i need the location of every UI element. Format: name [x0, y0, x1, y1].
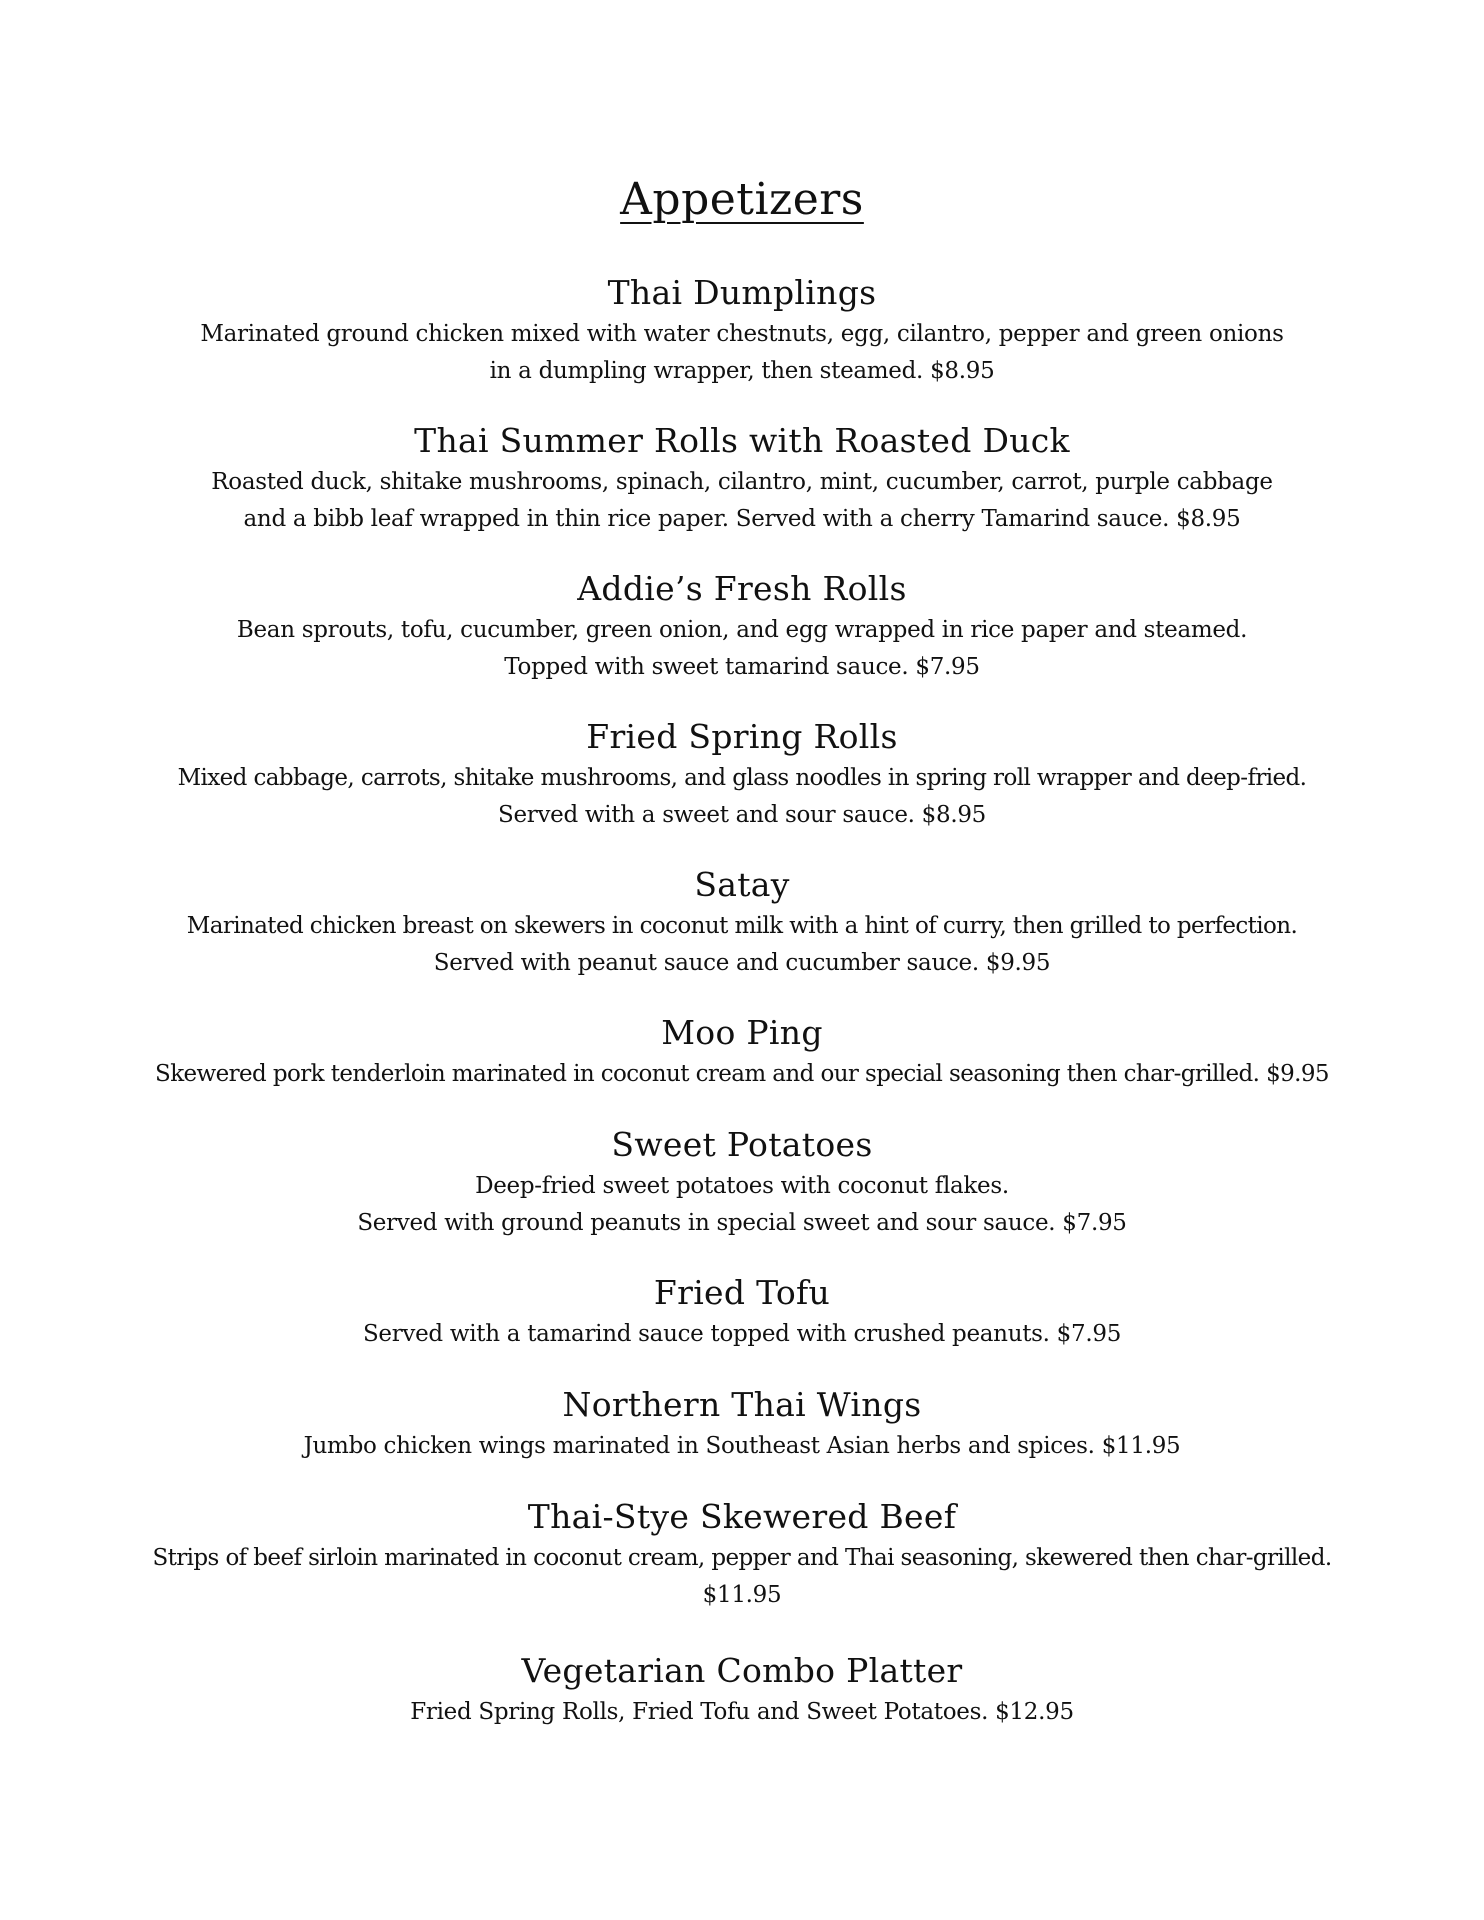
item-description-line: Marinated ground chicken mixed with water chestnuts, egg, cilantro, pepper and green onions [200, 321, 1284, 347]
menu-item-moo-ping [120, 1010, 1364, 1093]
item-description-line: Fried Spring Rolls, Fried Tofu and Sweet Potatoes. $12.95 [410, 1699, 1074, 1725]
item-description-line: and a bibb leaf wrapped in thin rice paper. Served with a cherry Tamarind sauce. $8.95 [243, 506, 1241, 532]
menu-item-northern-thai-wings [120, 1382, 1364, 1465]
item-description-line: Topped with sweet tamarind sauce. $7.95 [504, 654, 980, 680]
item-name: Thai Dumplings [607, 273, 877, 312]
item-description-line: Served with a tamarind sauce topped with crushed peanuts. $7.95 [362, 1321, 1122, 1347]
item-name: Moo Ping [661, 1013, 823, 1052]
item-name: Addie’s Fresh Rolls [577, 569, 907, 608]
menu-item-thai-dumplings [120, 270, 1364, 390]
item-description-line: Marinated chicken breast on skewers in coconut milk with a hint of curry, then grilled to perfection. [186, 913, 1298, 939]
item-description-line: $11.95 [702, 1582, 782, 1608]
item-description-line: Served with peanut sauce and cucumber sauce. $9.95 [433, 950, 1051, 976]
item-description-line: Jumbo chicken wings marinated in Southeast Asian herbs and spices. $11.95 [303, 1433, 1181, 1459]
section-title-text: Appetizers [620, 174, 864, 225]
menu-item-thai-summer-rolls [120, 418, 1364, 538]
menu-item-addies-fresh-rolls [120, 566, 1364, 686]
item-description-line: in a dumpling wrapper, then steamed. $8.95 [489, 358, 995, 384]
item-name: Vegetarian Combo Platter [521, 1651, 963, 1690]
menu-item-fried-spring-rolls [120, 714, 1364, 834]
menu-item-vegetarian-combo-platter [120, 1648, 1364, 1731]
item-name: Fried Tofu [653, 1273, 831, 1312]
item-description-line: Served with a sweet and sour sauce. $8.95 [497, 802, 987, 828]
menu-item-fried-tofu [120, 1270, 1364, 1353]
item-name: Sweet Potatoes [611, 1125, 873, 1164]
item-description-line: Skewered pork tenderloin marinated in coconut cream and our special seasoning then char-grilled. $9.95 [155, 1061, 1329, 1087]
menu-item-sweet-potatoes [120, 1122, 1364, 1242]
item-description-line: Bean sprouts, tofu, cucumber, green onion, and egg wrapped in rice paper and steamed. [236, 617, 1248, 643]
item-description-line: Roasted duck, shitake mushrooms, spinach, cilantro, mint, cucumber, carrot, purple cabbage [211, 469, 1273, 495]
item-name: Fried Spring Rolls [586, 717, 898, 756]
item-description-line: Deep-fried sweet potatoes with coconut flakes. [475, 1173, 1009, 1199]
item-description-line: Strips of beef sirloin marinated in coconut cream, pepper and Thai seasoning, skewered then char-grilled. [152, 1545, 1332, 1571]
item-name: Satay [694, 865, 790, 904]
item-description-line: Served with ground peanuts in special sweet and sour sauce. $7.95 [357, 1210, 1127, 1236]
item-name: Thai-Stye Skewered Beef [527, 1497, 957, 1536]
item-name: Northern Thai Wings [562, 1385, 922, 1424]
menu-item-thai-style-skewered-beef [120, 1494, 1364, 1614]
item-description-line: Mixed cabbage, carrots, shitake mushrooms, and glass noodles in spring roll wrapper and deep-fried. [177, 765, 1307, 791]
menu-item-satay [120, 862, 1364, 982]
section-title [0, 172, 1484, 228]
item-name: Thai Summer Rolls with Roasted Duck [414, 421, 1070, 460]
